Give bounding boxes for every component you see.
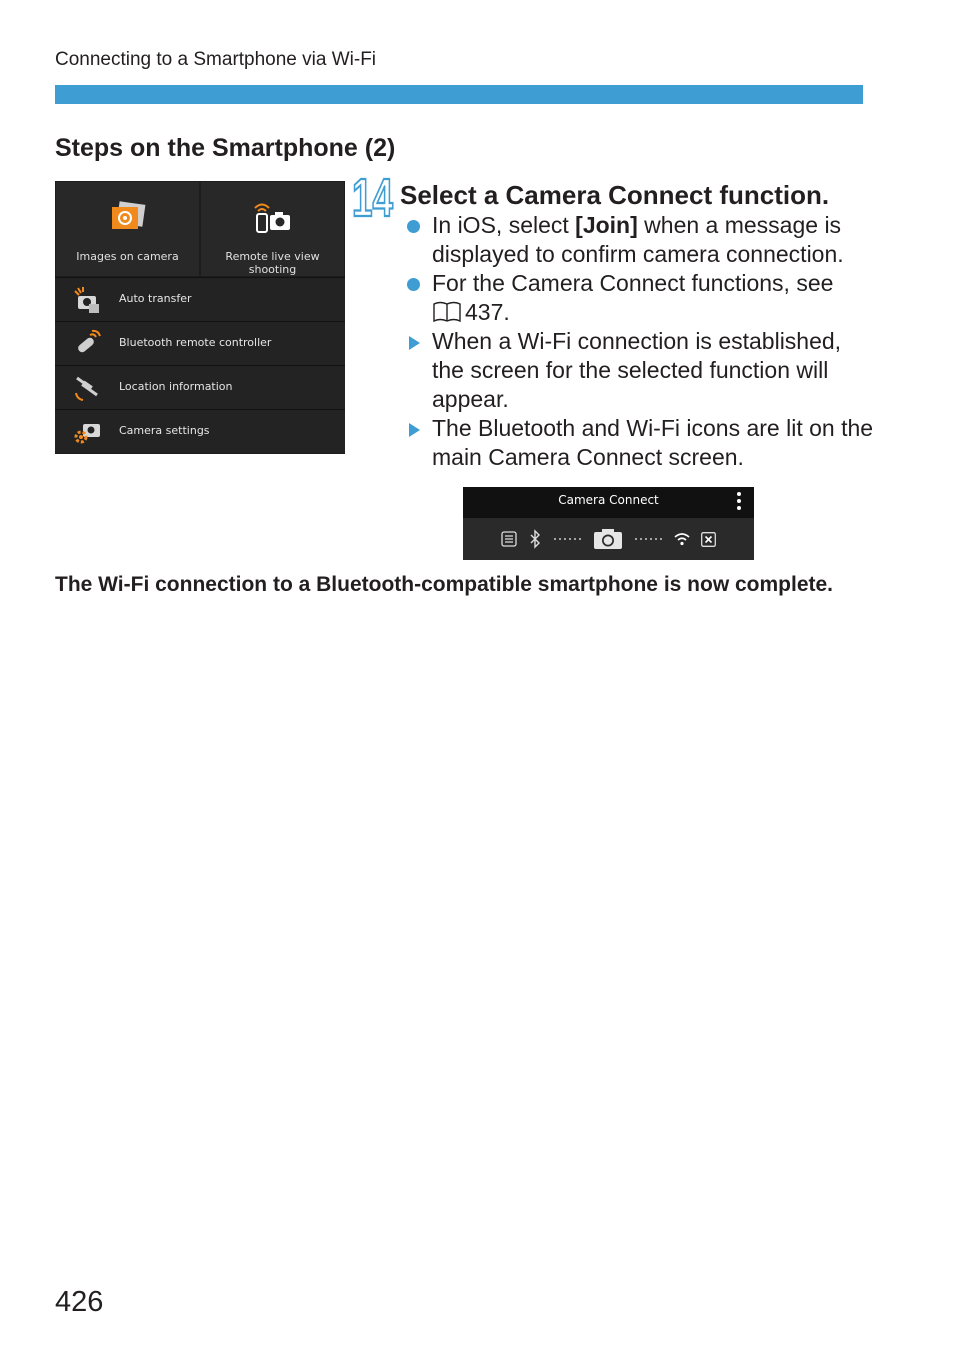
auto-transfer-icon <box>72 285 102 315</box>
menu-row-label: Auto transfer <box>119 292 192 305</box>
menu-row-location[interactable] <box>55 365 345 409</box>
join-label: [Join] <box>575 212 638 238</box>
bullet-dot <box>407 278 420 291</box>
page-reference[interactable]: 437. <box>465 299 510 325</box>
tile-images-on-camera[interactable] <box>56 182 199 276</box>
result-arrow-icon <box>409 423 420 437</box>
conclusion: The Wi-Fi connection to a Bluetooth-compatible smartphone is now complete. <box>55 573 834 596</box>
images-on-camera-icon <box>108 200 148 234</box>
page-number: 426 <box>55 1286 104 1318</box>
camera-icon <box>593 528 623 550</box>
tile-remote-live-view[interactable] <box>201 182 344 276</box>
book-icon <box>432 300 462 324</box>
bullet-text: For the Camera Connect functions, see <box>432 270 834 296</box>
step-number-text: 14 <box>352 168 393 228</box>
bluetooth-remote-icon <box>72 329 102 359</box>
location-icon <box>72 373 102 403</box>
close-icon[interactable] <box>701 532 716 547</box>
menu-row-bluetooth-remote[interactable] <box>55 321 345 365</box>
tile-label: Images on camera <box>76 250 179 263</box>
step-bullets <box>406 211 876 472</box>
wifi-icon <box>674 532 690 546</box>
status-bar <box>463 518 754 560</box>
menu-row-camera-settings[interactable] <box>55 409 345 453</box>
running-head: Connecting to a Smartphone via Wi-Fi <box>55 49 377 70</box>
camera-connect-main-screenshot <box>463 487 754 560</box>
bullet-item <box>406 414 876 472</box>
step-title: Select a Camera Connect function. <box>400 180 830 210</box>
step-number <box>352 168 394 228</box>
bullet-item <box>406 211 876 269</box>
menu-row-label: Location information <box>119 380 233 393</box>
bullet-text: when a message is displayed to confirm camera connection. <box>432 212 844 267</box>
header-bar <box>55 85 863 104</box>
menu-row-label: Bluetooth remote controller <box>119 336 272 349</box>
bullet-item <box>406 269 876 327</box>
bluetooth-icon <box>529 530 541 548</box>
tile-label: Remote live view shooting <box>225 250 320 276</box>
more-options-icon[interactable] <box>736 491 742 511</box>
camera-connect-menu-screenshot <box>55 181 345 454</box>
bullet-item <box>406 327 876 414</box>
bullet-text: In iOS, select <box>432 212 576 238</box>
camera-settings-icon <box>72 417 102 447</box>
bullet-text: When a Wi-Fi connection is established, the screen for the selected function will appear. <box>432 328 842 412</box>
bullet-dot <box>407 220 420 233</box>
menu-row-label: Camera settings <box>119 424 210 437</box>
bullet-text: The Bluetooth and Wi-Fi icons are lit on the main Camera Connect screen. <box>432 415 874 470</box>
cc-title: Camera Connect <box>558 493 659 507</box>
result-arrow-icon <box>409 336 420 350</box>
list-icon[interactable] <box>501 531 517 547</box>
remote-live-view-icon <box>251 200 295 236</box>
section-title: Steps on the Smartphone (2) <box>55 134 396 162</box>
connection-dots <box>634 537 664 541</box>
connection-dots <box>553 537 583 541</box>
menu-row-auto-transfer[interactable] <box>55 277 345 321</box>
